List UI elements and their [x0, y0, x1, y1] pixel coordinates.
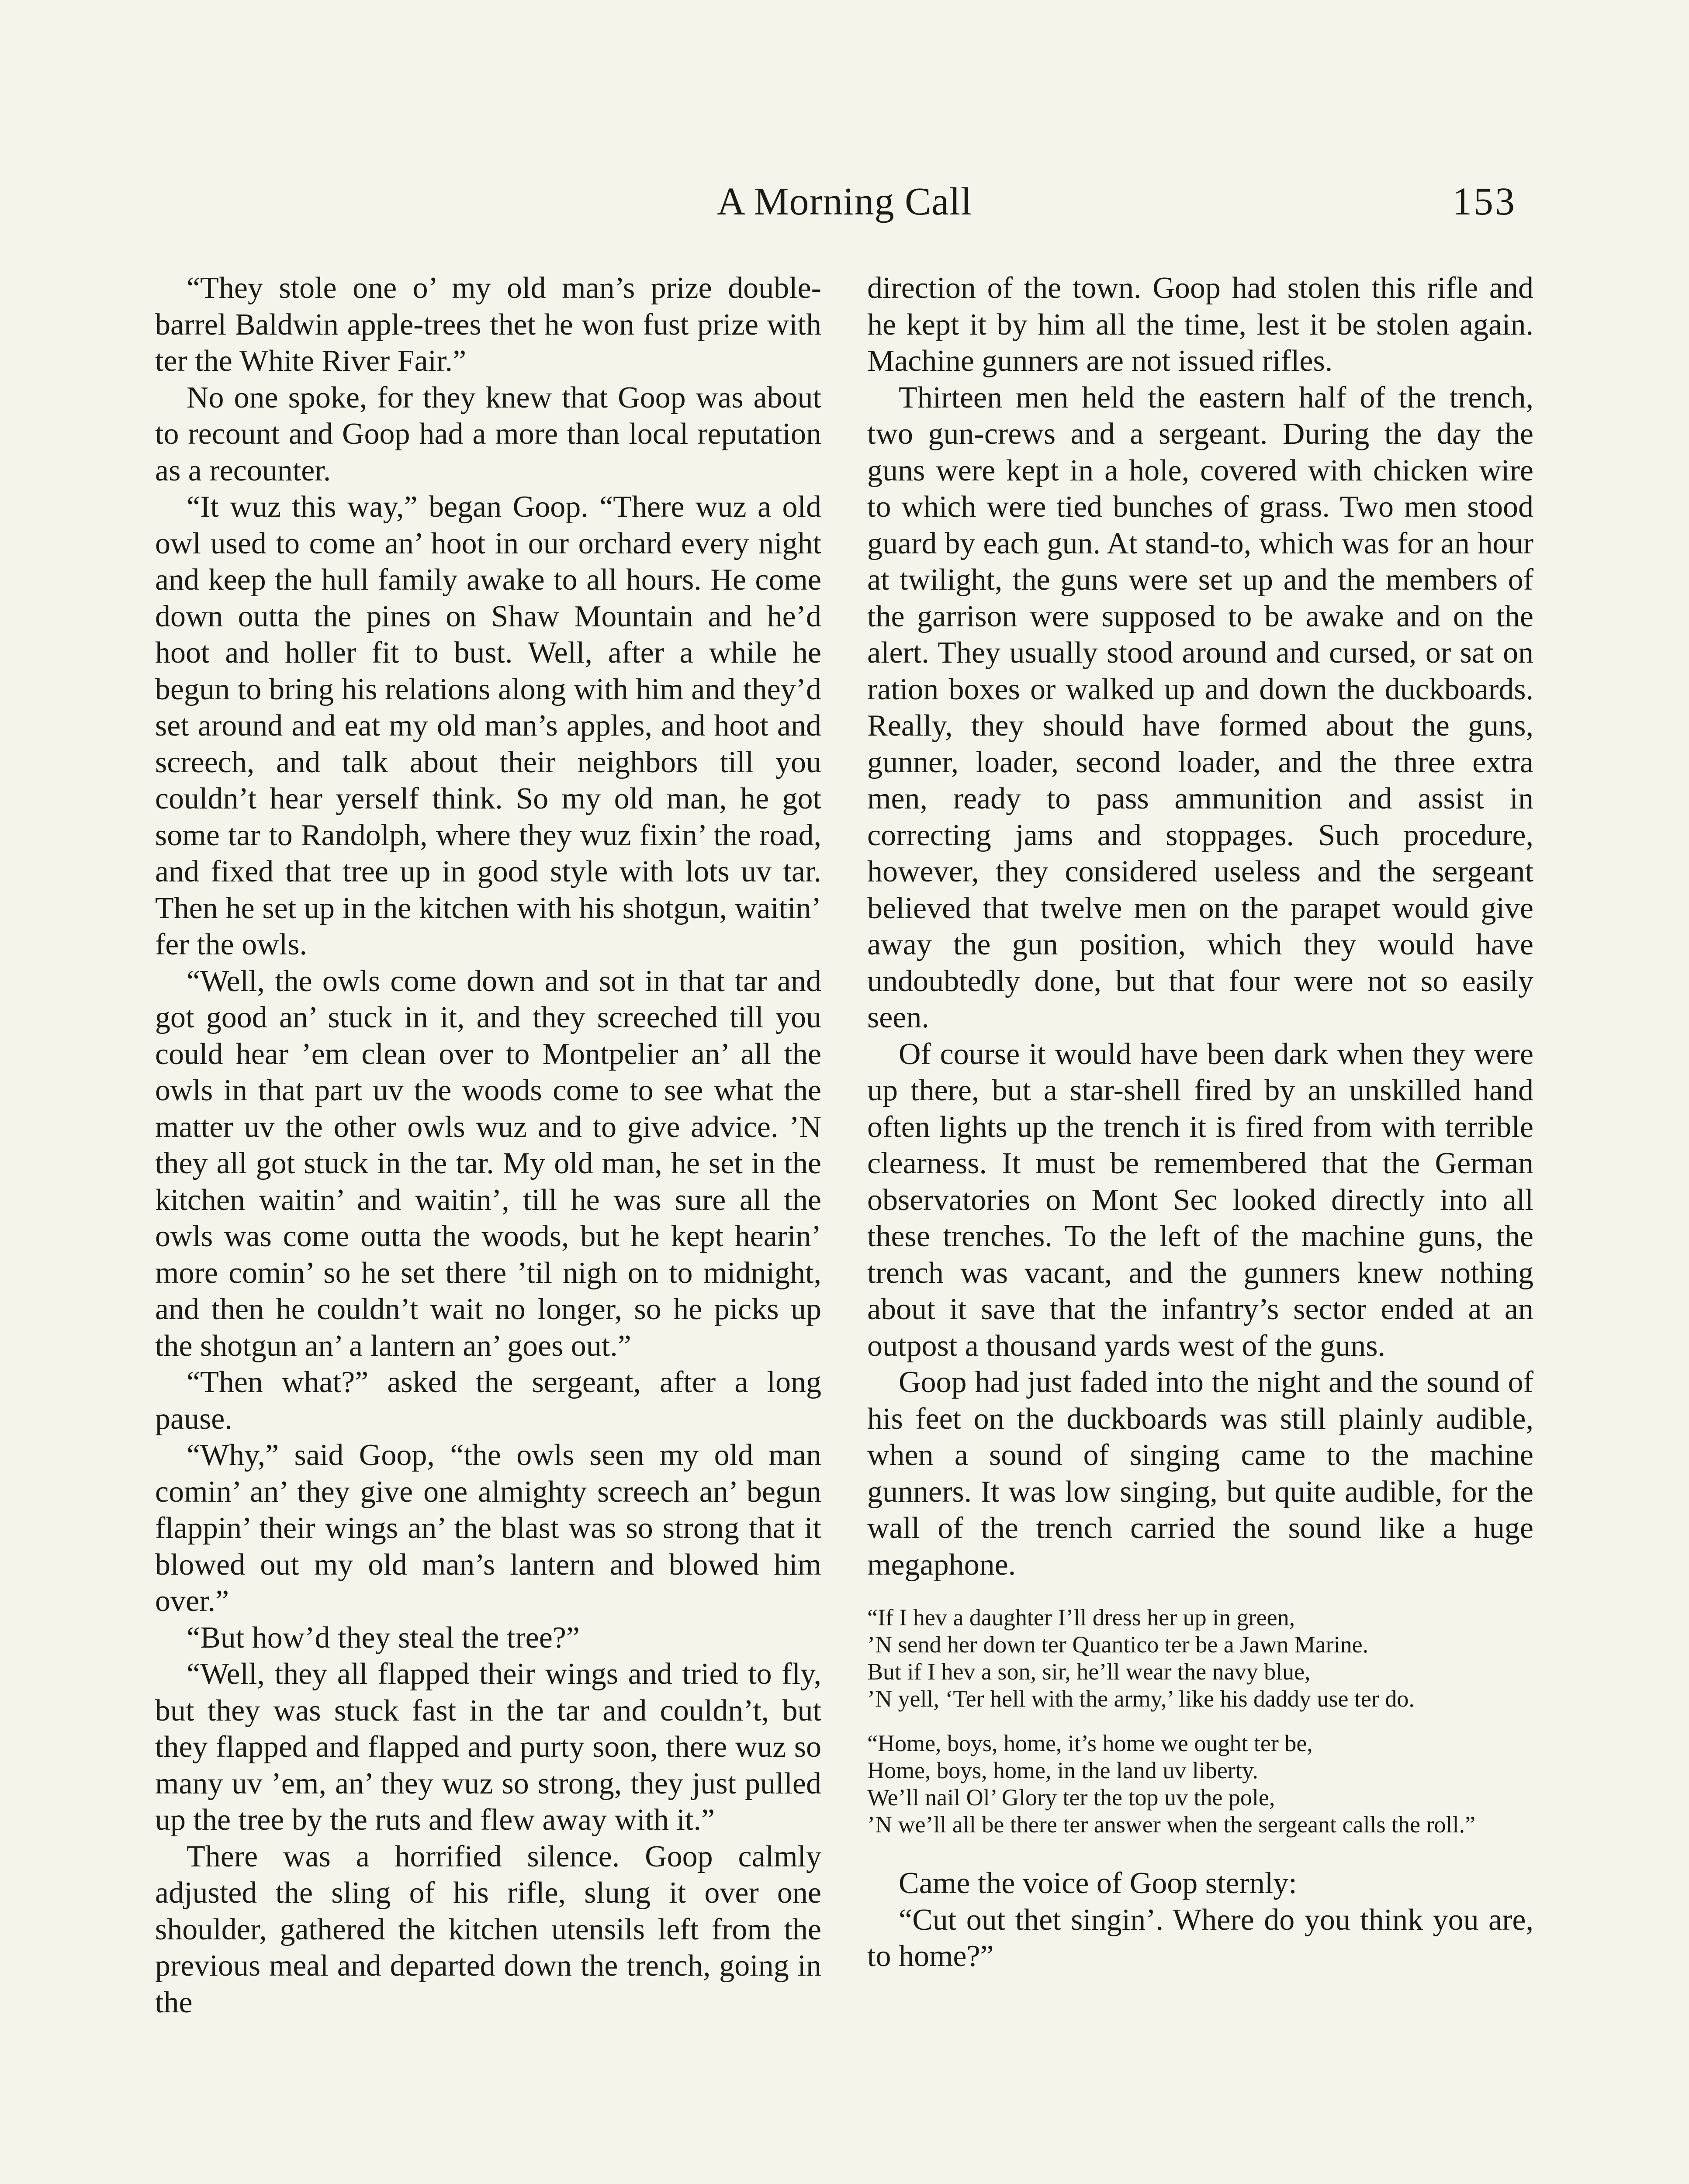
- paragraph: “Then what?” asked the sergeant, after a long pause.: [155, 1365, 821, 1436]
- paragraph: Of course it would have been dark when they were up there, but a star-shell fired by an unskilled hand often lights up the trench it is fired from with terrible clearness. It must be remembered that the German observatories on Mont Sec looked directly into all these trenches. To the left of the machine guns, the trench was vacant, and the gunners knew nothing about it save that the infantry’s sector ended at an outpost a thousand yards west of the guns.: [867, 1037, 1533, 1363]
- paragraph: “They stole one o’ my old man’s prize double-barrel Baldwin apple-trees thet he won fust prize with ter the White River Fair.”: [155, 271, 821, 378]
- paragraph: Thirteen men held the eastern half of the trench, two gun-crews and a sergeant. During the day the guns were kept in a hole, covered with chicken wire to which were tied bunches of grass. Two men stood guard by each gun. At stand-to, which was for an hour at twilight, the guns were set up and the members of the garrison were supposed to be awake and on the alert. They usually stood around and cursed, or sat on ration boxes or walked up and down the duckboards. Really, they should have formed about the guns, gunner, loader, second loader, and the three extra men, ready to pass ammunition and assist in correcting jams and stoppages. Such procedure, however, they considered useless and the sergeant believed that twelve men on the parapet would give away the gun position, which they would have undoubtedly done, but that four were not so easily seen.: [867, 380, 1533, 1034]
- verse-line: “Home, boys, home, it’s home we ought ter be,: [867, 1730, 1313, 1756]
- verse-line: We’ll nail Ol’ Glory ter the top uv the pole,: [867, 1784, 1275, 1811]
- paragraph: “Well, they all flapped their wings and tried to fly, but they was stuck fast in the tar and couldn’t, but they flapped and flapped and purty soon, there wuz so many uv ’em, an’ they wuz so strong, they just pulled up the tree by the ruts and flew away with it.”: [155, 1657, 821, 1837]
- song-verse-2: [867, 1730, 1533, 1838]
- paragraph: “Why,” said Goop, “the owls seen my old man comin’ an’ they give one almighty screech an’ begun flappin’ their wings an’ the blast was so strong that it blowed out my old man’s lantern and blowed him over.”: [155, 1438, 821, 1618]
- left-column: [155, 270, 821, 2021]
- verse-line: ’N yell, ‘Ter hell with the army,’ like his daddy use ter do.: [867, 1686, 1415, 1712]
- paragraph: Came the voice of Goop sternly:: [899, 1866, 1297, 1900]
- paragraph: No one spoke, for they knew that Goop was about to recount and Goop had a more than local reputation as a recounter.: [155, 380, 821, 487]
- paragraph: “But how’d they steal the tree?”: [187, 1621, 580, 1655]
- paragraph: “Cut out thet singin’. Where do you think you are, to home?”: [867, 1903, 1533, 1973]
- verse-line: ’N send her down ter Quantico ter be a Jawn Marine.: [867, 1631, 1369, 1658]
- page-title: A Morning Call: [716, 180, 972, 223]
- paragraph: “It wuz this way,” began Goop. “There wuz a old owl used to come an’ hoot in our orchard every night and keep the hull family awake to all hours. He come down outta the pines on Shaw Mountain and he’d hoot and holler fit to bust. Well, after a while he begun to bring his relations along with him and they’d set around and eat my old man’s apples, and hoot and screech, and talk about their neighbors till you couldn’t hear yerself think. So my old man, he got some tar to Randolph, where they wuz fixin’ the road, and fixed that tree up in good style with lots uv tar. Then he set up in the kitchen with his shotgun, waitin’ fer the owls.: [155, 490, 821, 961]
- paragraph: There was a horrified silence. Goop calmly adjusted the sling of his rifle, slung it over one shoulder, gathered the kitchen utensils left from the previous meal and departed down the trench, going in the: [155, 1839, 821, 2019]
- paragraph: Goop had just faded into the night and the sound of his feet on the duckboards was still plainly audible, when a sound of singing came to the machine gunners. It was low singing, but quite audible, for the wall of the trench carried the sound like a huge megaphone.: [867, 1365, 1533, 1582]
- song-verse-1: [867, 1604, 1533, 1712]
- right-column: [867, 270, 1533, 1975]
- paragraph-continuation: direction of the town. Goop had stolen this rifle and he kept it by him all the time, lest it be stolen again. Machine gunners are not issued rifles.: [867, 271, 1533, 378]
- verse-line: Home, boys, home, in the land uv liberty.: [867, 1757, 1258, 1783]
- verse-line: ’N we’ll all be there ter answer when the sergeant calls the roll.”: [867, 1811, 1475, 1838]
- paragraph: “Well, the owls come down and sot in that tar and got good an’ stuck in it, and they screeched till you could hear ’em clean over to Montpelier an’ all the owls in that part uv the woods come to see what the matter uv the other owls wuz and to give advice. ’N they all got stuck in the tar. My old man, he set in the kitchen waitin’ and waitin’, till he was sure all the owls was come outta the woods, but he kept hearin’ more comin’ so he set there ’til nigh on to midnight, and then he couldn’t wait no longer, so he picks up the shotgun an’ a lantern an’ goes out.”: [155, 964, 821, 1363]
- verse-line: But if I hev a son, sir, he’ll wear the navy blue,: [867, 1659, 1311, 1685]
- page-number: 153: [1452, 180, 1516, 223]
- verse-line: “If I hev a daughter I’ll dress her up in green,: [867, 1604, 1295, 1631]
